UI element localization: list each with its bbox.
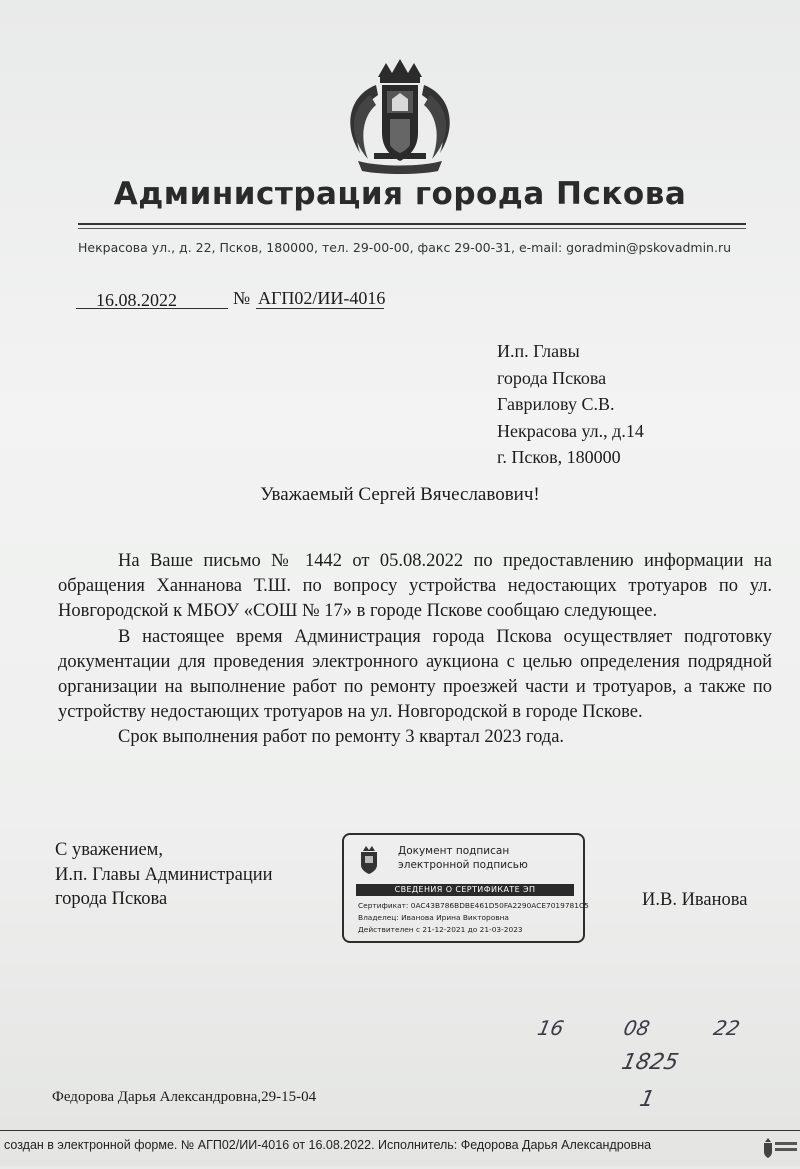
coat-of-arms-emblem <box>330 55 470 175</box>
header-divider-thin <box>78 228 746 229</box>
closing-line: города Пскова <box>55 889 168 909</box>
salutation: Уважаемый Сергей Вячеславович! <box>260 484 540 505</box>
body-paragraph: На Ваше письмо № 1442 от 05.08.2022 по предоставлению информации на обращения Ханнанова Т.Ш. по вопросу устройства недостающих тротуаров по ул. Новгородской к МБОУ «СОШ № 17» в городе Пскове сообщаю следующее. <box>58 551 772 622</box>
addressee-line: И.п. Главы <box>497 341 580 361</box>
stamp-certificate: Сертификат: 0AC43B786BDBE461D50FA2290ACE7019781C5 <box>358 901 589 910</box>
stamp-validity: Действителен с 21-12-2021 до 21-03-2023 <box>358 925 523 934</box>
registration-number-underline <box>256 308 384 309</box>
stamp-details <box>358 900 589 936</box>
addressee-line: Некрасова ул., д.14 <box>497 420 644 441</box>
closing-block <box>55 838 273 912</box>
footer-note: создан в электронной форме. № АГП02/ИИ-4016 от 16.08.2022. Исполнитель: Федорова Дарья Александровна <box>4 1138 652 1152</box>
electronic-signature-stamp <box>342 833 589 943</box>
registration-date: 16.08.2022 <box>96 290 177 310</box>
organization-address: Некрасова ул., д. 22, Псков, 180000, тел. 29-00-00, факс 29-00-31, e-mail: goradmin@pskovadmin.ru <box>78 240 732 255</box>
registration-number-sign: № <box>233 288 251 308</box>
header-divider-thick <box>78 223 746 225</box>
addressee-line: г. Псков, 180000 <box>497 447 621 467</box>
stamp-heading <box>398 844 528 872</box>
stamp-certificate-bar: СВЕДЕНИЯ О СЕРТИФИКАТЕ ЭП <box>356 884 574 896</box>
body-paragraph: Срок выполнения работ по ремонту 3 квартал 2023 года. <box>118 727 565 748</box>
handwritten-count: 1 <box>637 1087 657 1112</box>
handwritten-date-month: 08 <box>621 1016 653 1040</box>
addressee-block <box>497 338 644 471</box>
body-paragraph: В настоящее время Администрация города Пскова осуществляет подготовку документации для проведения электронного аукциона с целью определения подрядной организации на выполнение работ по ремонту проезжей части и тротуаров, а также по устройству недостающих тротуаров на ул. Новгородской в городе Пскове. <box>58 626 772 723</box>
addressee-line: Гаврилову С.В. <box>497 394 615 414</box>
stamp-title-line: электронной подписью <box>398 859 528 871</box>
addressee-line: города Пскова <box>497 367 607 388</box>
signer-name: И.В. Иванова <box>642 890 748 910</box>
stamp-emblem-icon <box>358 845 380 875</box>
closing-line: С уважением, <box>55 840 164 860</box>
handwritten-date-day: 16 <box>535 1016 567 1040</box>
registration-date-underline <box>76 308 228 309</box>
footer-divider <box>0 1130 800 1131</box>
organization-title: Администрация города Пскова <box>113 176 687 212</box>
handwritten-date-year: 22 <box>711 1016 743 1040</box>
handwritten-incoming-number: 1825 <box>619 1050 681 1075</box>
footer-emblem-icon <box>762 1138 800 1164</box>
closing-line: И.п. Главы Администрации <box>55 864 273 885</box>
stamp-title-line: Документ подписан <box>398 845 510 857</box>
executor-contact: Федорова Дарья Александровна,29-15-04 <box>52 1089 317 1105</box>
stamp-owner: Владелец: Иванова Ирина Викторовна <box>358 913 509 922</box>
registration-number: АГП02/ИИ-4016 <box>258 288 386 308</box>
letter-body <box>58 549 772 751</box>
